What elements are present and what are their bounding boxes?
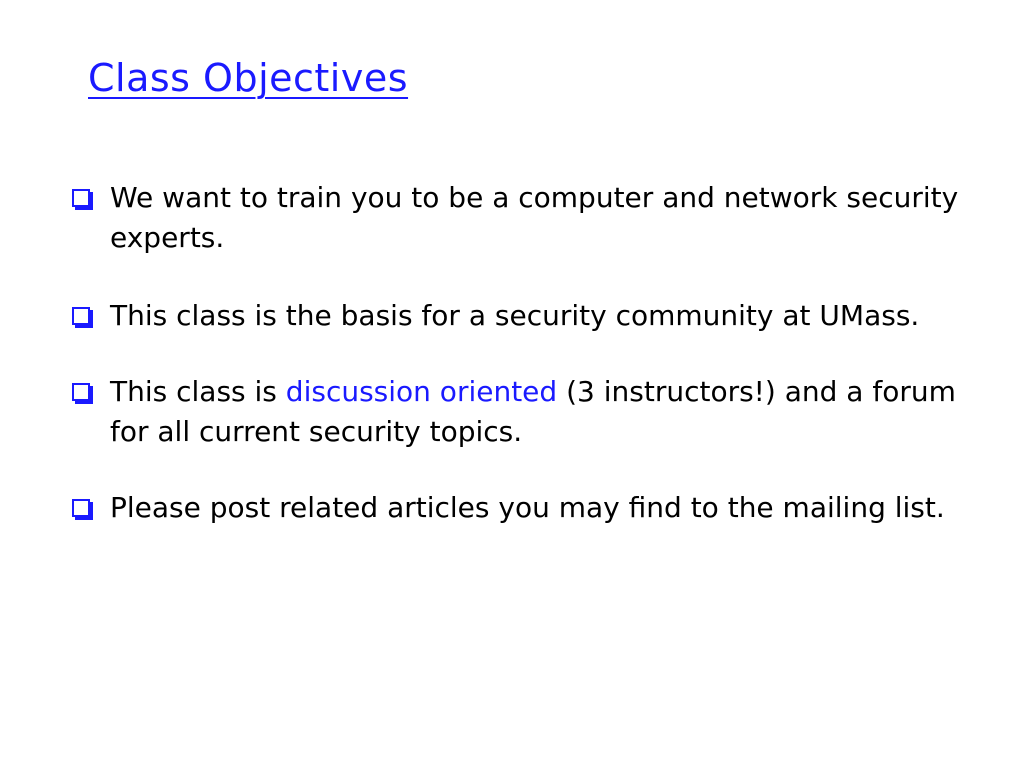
checkbox-square-icon [72,383,90,401]
checkbox-square-icon [72,499,90,517]
bullet-highlight-text: discussion oriented [285,375,558,408]
bullet-item [72,372,992,452]
bullet-text: Please post related articles you may find to the mailing list. [110,491,945,524]
bullet-item [72,296,992,336]
bullet-text: We want to train you to be a computer and network security experts. [110,181,959,254]
bullet-item [72,488,992,528]
checkbox-square-icon [72,307,90,325]
bullet-item [72,178,992,258]
slide-title: Class Objectives [88,56,409,100]
bullet-text-after: (3 instructors!) and a forum for all current security topics. [110,375,956,448]
checkbox-square-icon [72,189,90,207]
bullet-text-before: This class is [110,375,286,408]
bullet-text: This class is the basis for a security community at UMass. [110,299,920,332]
bullet-list [72,178,992,528]
